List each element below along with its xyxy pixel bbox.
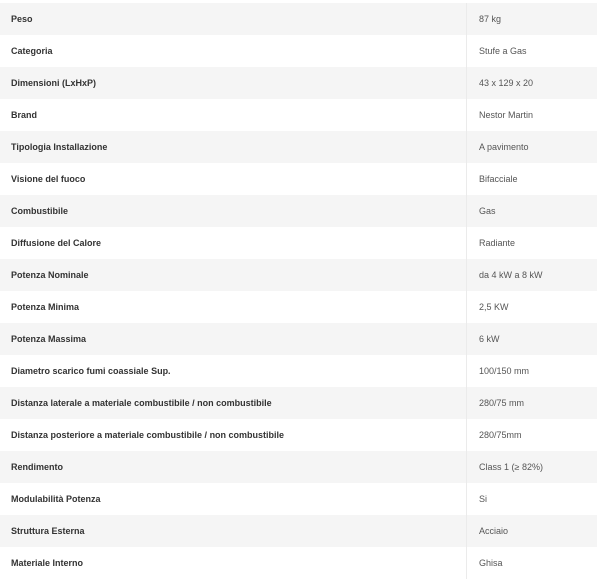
spec-value: 2,5 KW	[467, 291, 598, 323]
spec-row	[0, 67, 597, 99]
spec-label: Brand	[0, 99, 467, 131]
spec-value: 6 kW	[467, 323, 598, 355]
specifications-table	[0, 3, 597, 579]
spec-row	[0, 291, 597, 323]
spec-label: Combustibile	[0, 195, 467, 227]
spec-value: da 4 kW a 8 kW	[467, 259, 598, 291]
spec-label: Potenza Nominale	[0, 259, 467, 291]
spec-row	[0, 131, 597, 163]
spec-label: Distanza laterale a materiale combustibile / non combustibile	[0, 387, 467, 419]
spec-value: Class 1 (≥ 82%)	[467, 451, 598, 483]
spec-value: 100/150 mm	[467, 355, 598, 387]
spec-label: Diametro scarico fumi coassiale Sup.	[0, 355, 467, 387]
spec-row	[0, 163, 597, 195]
spec-label: Modulabilità Potenza	[0, 483, 467, 515]
spec-value: Nestor Martin	[467, 99, 598, 131]
spec-value: 43 x 129 x 20	[467, 67, 598, 99]
spec-value: Acciaio	[467, 515, 598, 547]
spec-row	[0, 195, 597, 227]
spec-row	[0, 547, 597, 579]
spec-row	[0, 355, 597, 387]
spec-row	[0, 35, 597, 67]
spec-label: Potenza Minima	[0, 291, 467, 323]
spec-label: Diffusione del Calore	[0, 227, 467, 259]
spec-label: Peso	[0, 3, 467, 35]
spec-value: 87 kg	[467, 3, 598, 35]
specifications-table-body	[0, 3, 597, 579]
spec-label: Struttura Esterna	[0, 515, 467, 547]
spec-value: Ghisa	[467, 547, 598, 579]
spec-row	[0, 3, 597, 35]
spec-row	[0, 451, 597, 483]
spec-row	[0, 227, 597, 259]
spec-row	[0, 419, 597, 451]
spec-label: Categoria	[0, 35, 467, 67]
spec-label: Visione del fuoco	[0, 163, 467, 195]
spec-label: Materiale Interno	[0, 547, 467, 579]
spec-row	[0, 323, 597, 355]
spec-row	[0, 483, 597, 515]
spec-value: Radiante	[467, 227, 598, 259]
spec-row	[0, 387, 597, 419]
spec-row	[0, 99, 597, 131]
spec-row	[0, 259, 597, 291]
spec-label: Distanza posteriore a materiale combustibile / non combustibile	[0, 419, 467, 451]
spec-value: Si	[467, 483, 598, 515]
spec-value: Stufe a Gas	[467, 35, 598, 67]
spec-label: Dimensioni (LxHxP)	[0, 67, 467, 99]
spec-label: Tipologia Installazione	[0, 131, 467, 163]
spec-value: 280/75 mm	[467, 387, 598, 419]
spec-value: 280/75mm	[467, 419, 598, 451]
spec-label: Potenza Massima	[0, 323, 467, 355]
spec-value: Bifacciale	[467, 163, 598, 195]
spec-value: Gas	[467, 195, 598, 227]
spec-label: Rendimento	[0, 451, 467, 483]
spec-value: A pavimento	[467, 131, 598, 163]
spec-row	[0, 515, 597, 547]
